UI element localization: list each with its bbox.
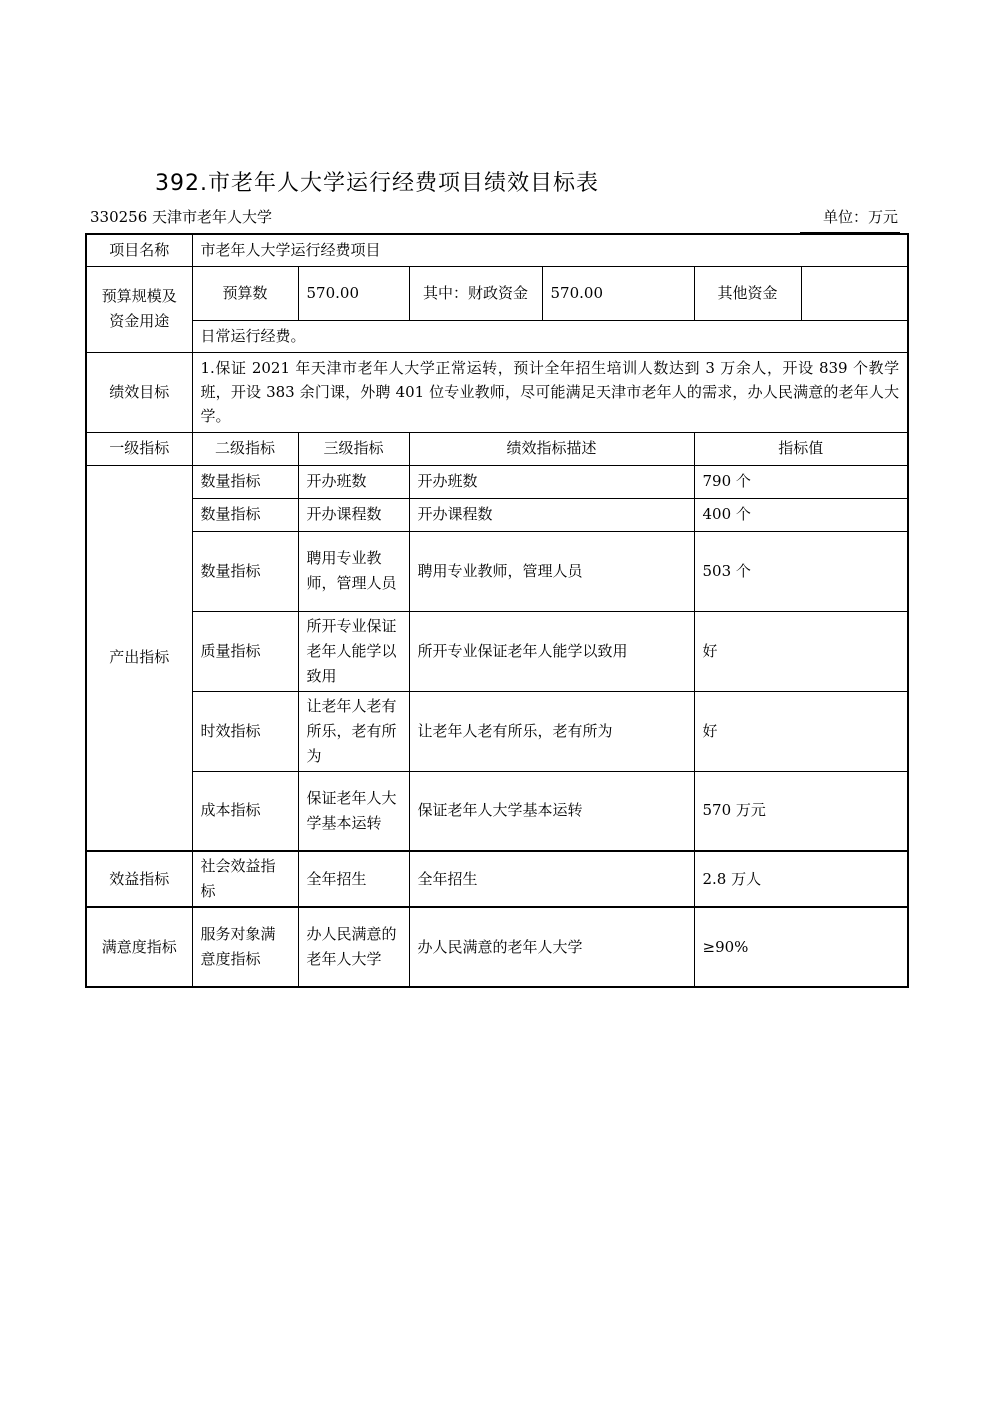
indicator-row: [86, 691, 908, 771]
other-fund-label: 其他资金: [694, 266, 801, 320]
header-value: 指标值: [694, 432, 908, 465]
indicator-row: [86, 611, 908, 691]
fund-usage: 日常运行经费。: [192, 320, 908, 352]
indicator-value: 好: [694, 691, 908, 771]
level2-indicator: 数量指标: [192, 531, 298, 611]
project-name-label: 项目名称: [86, 234, 192, 266]
indicator-description: 保证老年人大学基本运转: [409, 771, 694, 851]
page-title: 392.市老年人大学运行经费项目绩效目标表: [155, 171, 599, 196]
organization-label: 330256 天津市老年人大学: [90, 208, 273, 226]
header-row: [86, 432, 908, 465]
level1-indicator: 产出指标: [86, 465, 192, 851]
unit-label: 单位：万元: [822, 208, 898, 226]
level1-indicator: 效益指标: [86, 851, 192, 907]
indicator-value: 790 个: [694, 465, 908, 498]
indicator-value: 2.8 万人: [694, 851, 908, 907]
level2-indicator: 数量指标: [192, 465, 298, 498]
indicator-description: 所开专业保证老年人能学以致用: [409, 611, 694, 691]
header-level1: 一级指标: [86, 432, 192, 465]
project-name-row: [86, 234, 908, 266]
level3-indicator: 聘用专业教师，管理人员: [298, 531, 409, 611]
indicator-row: [86, 531, 908, 611]
indicator-row: [86, 498, 908, 531]
level2-indicator: 数量指标: [192, 498, 298, 531]
indicator-description: 让老年人老有所乐，老有所为: [409, 691, 694, 771]
indicator-row: [86, 851, 908, 907]
indicator-row: [86, 907, 908, 987]
budget-amount-value: 570.00: [298, 266, 409, 320]
usage-row: [86, 320, 908, 352]
level3-indicator: 开办课程数: [298, 498, 409, 531]
level2-indicator: 服务对象满意度指标: [192, 907, 298, 987]
level3-indicator: 保证老年人大学基本运转: [298, 771, 409, 851]
indicator-row: [86, 771, 908, 851]
performance-table: [85, 233, 909, 988]
goal-text: 1.保证 2021 年天津市老年人大学正常运转，预计全年招生培训人数达到 3 万余人，开设 839 个教学班，开设 383 余门课，外聘 401 位专业教师，尽可能满足天津市老年人的需求，办人民满意的老年人大学。: [192, 352, 908, 432]
level2-indicator: 质量指标: [192, 611, 298, 691]
level3-indicator: 办人民满意的老年人大学: [298, 907, 409, 987]
level3-indicator: 开办班数: [298, 465, 409, 498]
goal-label: 绩效目标: [86, 352, 192, 432]
level2-indicator: 社会效益指标: [192, 851, 298, 907]
budget-amount-label: 预算数: [192, 266, 298, 320]
other-fund-value: [801, 266, 908, 320]
indicator-value: 好: [694, 611, 908, 691]
indicator-description: 办人民满意的老年人大学: [409, 907, 694, 987]
level2-indicator: 成本指标: [192, 771, 298, 851]
level3-indicator: 全年招生: [298, 851, 409, 907]
fiscal-fund-value: 570.00: [542, 266, 694, 320]
indicator-description: 全年招生: [409, 851, 694, 907]
indicator-value: 503 个: [694, 531, 908, 611]
fiscal-fund-label: 其中：财政资金: [409, 266, 542, 320]
indicator-row: [86, 465, 908, 498]
project-name-value: 市老年人大学运行经费项目: [192, 234, 908, 266]
indicator-description: 聘用专业教师，管理人员: [409, 531, 694, 611]
level3-indicator: 所开专业保证老年人能学以致用: [298, 611, 409, 691]
level3-indicator: 让老年人老有所乐，老有所为: [298, 691, 409, 771]
level2-indicator: 时效指标: [192, 691, 298, 771]
indicator-description: 开办课程数: [409, 498, 694, 531]
budget-label: 预算规模及资金用途: [86, 266, 192, 352]
header-level3: 三级指标: [298, 432, 409, 465]
indicator-value: 570 万元: [694, 771, 908, 851]
indicator-description: 开办班数: [409, 465, 694, 498]
budget-row: [86, 266, 908, 320]
level1-indicator: 满意度指标: [86, 907, 192, 987]
header-description: 绩效指标描述: [409, 432, 694, 465]
indicator-value: 400 个: [694, 498, 908, 531]
goal-row: [86, 352, 908, 432]
indicator-value: ≥90%: [694, 907, 908, 987]
header-level2: 二级指标: [192, 432, 298, 465]
